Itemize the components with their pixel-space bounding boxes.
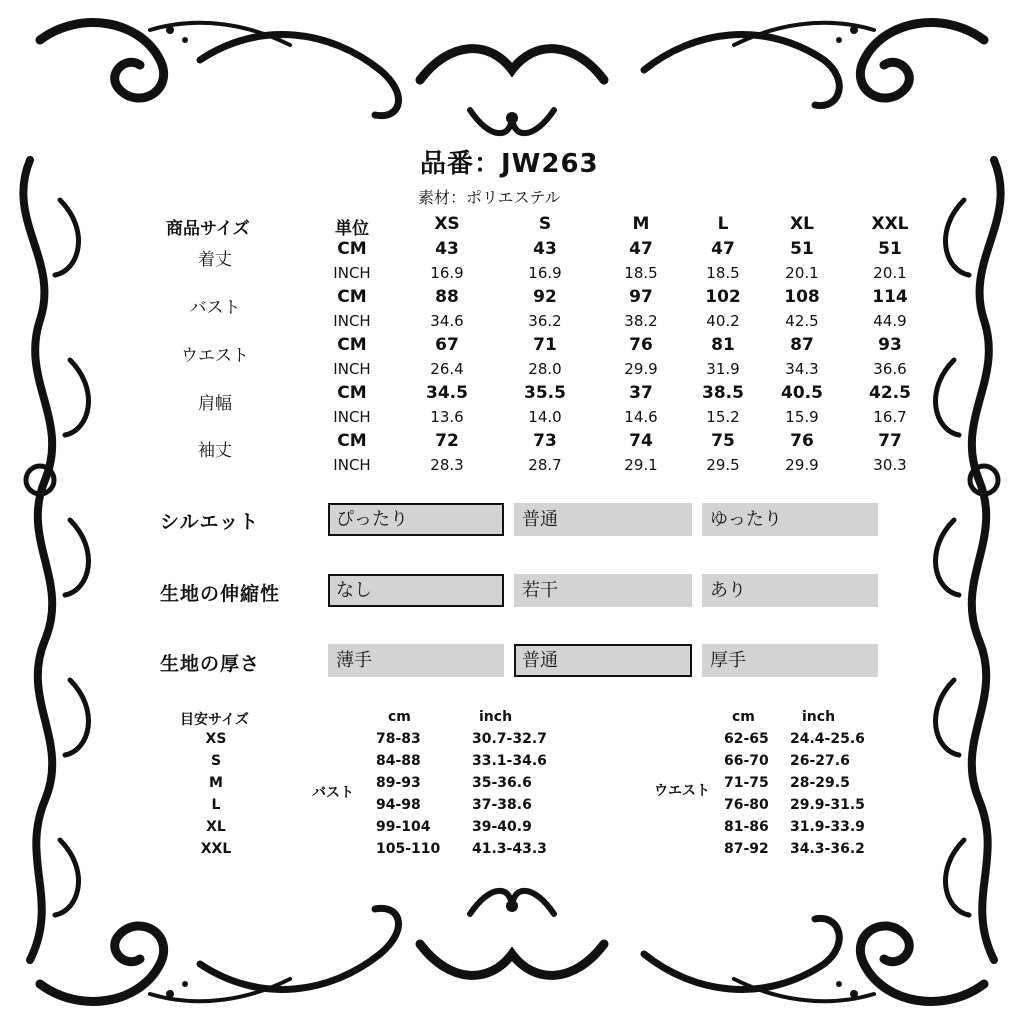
table-cell: 44.9 [873, 312, 907, 330]
table-cell: 51 [878, 239, 902, 259]
guide-waist-cm: 81-86 [724, 819, 769, 835]
thickness-option-thin: 薄手 [328, 644, 504, 677]
guide-size: XL [206, 819, 226, 835]
table-cell: INCH [333, 456, 371, 474]
table-cell: 36.2 [528, 312, 562, 330]
guide-bust-inch: 39-40.9 [472, 819, 532, 835]
table-cell: 75 [711, 431, 735, 451]
guide-bust-cm: 89-93 [376, 775, 421, 791]
table-cell: 31.9 [706, 360, 740, 378]
guide-waist-cm: 71-75 [724, 775, 769, 791]
table-cell: 47 [711, 239, 735, 259]
guide-waist-inch-header: inch [802, 709, 836, 725]
guide-bust-cm-header: cm [388, 709, 411, 725]
row-label-length: 着丈 [198, 250, 232, 270]
guide-bust-cm: 99-104 [376, 819, 431, 835]
table-cell: 73 [533, 431, 557, 451]
table-cell: CM [337, 431, 367, 451]
stretch-label: 生地の伸縮性 [160, 583, 281, 605]
guide-size: XXL [200, 841, 232, 857]
table-cell: 29.9 [785, 456, 819, 474]
table-cell: 29.9 [624, 360, 658, 378]
table-cell: 47 [629, 239, 653, 259]
guide-bust-label: バスト [312, 785, 354, 801]
guide-waist-cm: 62-65 [724, 731, 769, 747]
material-label: 素材：ポリエステル [418, 188, 561, 207]
table-cell: INCH [333, 312, 371, 330]
silhouette-option-tight: ぴったり [328, 503, 504, 536]
guide-waist-cm: 76-80 [724, 797, 769, 813]
table-cell: 29.1 [624, 456, 658, 474]
guide-bust-cm: 94-98 [376, 797, 421, 813]
table-cell: 18.5 [624, 264, 658, 282]
table-cell: 40.5 [781, 383, 823, 403]
table-cell: 71 [533, 335, 557, 355]
guide-bust-inch-header: inch [479, 709, 513, 725]
guide-bust-cm: 84-88 [376, 753, 421, 769]
table-cell: 108 [784, 287, 820, 307]
guide-waist-inch: 31.9-33.9 [790, 819, 865, 835]
table-cell: 30.3 [873, 456, 907, 474]
table-cell: 18.5 [706, 264, 740, 282]
size-table-header-l: L [717, 214, 729, 234]
row-label-waist: ウエスト [181, 346, 249, 366]
table-cell: 34.6 [430, 312, 464, 330]
table-cell: 36.6 [873, 360, 907, 378]
table-cell: INCH [333, 360, 371, 378]
table-cell: 37 [629, 383, 653, 403]
guide-size: XS [205, 731, 227, 747]
guide-bust-cm: 78-83 [376, 731, 421, 747]
table-cell: 87 [790, 335, 814, 355]
table-cell: 51 [790, 239, 814, 259]
table-cell: 35.5 [524, 383, 566, 403]
guide-bust-cm: 105-110 [376, 841, 441, 857]
guide-bust-inch: 30.7-32.7 [472, 731, 547, 747]
product-number-title: 品番：JW263 [420, 149, 599, 179]
table-cell: 102 [705, 287, 741, 307]
stretch-option-slight: 若干 [514, 574, 692, 607]
table-cell: 81 [711, 335, 735, 355]
guide-waist-label: ウエスト [654, 783, 710, 799]
table-cell: 16.7 [873, 408, 907, 426]
size-table-header-s: S [538, 214, 552, 234]
table-cell: 88 [435, 287, 459, 307]
silhouette-option-loose: ゆったり [702, 503, 878, 536]
guide-size: L [211, 797, 221, 813]
table-cell: 13.6 [430, 408, 464, 426]
thickness-label: 生地の厚さ [160, 653, 261, 675]
table-cell: 43 [533, 239, 557, 259]
table-cell: 26.4 [430, 360, 464, 378]
table-cell: 28.0 [528, 360, 562, 378]
table-cell: 34.3 [785, 360, 819, 378]
guide-bust-inch: 33.1-34.6 [472, 753, 547, 769]
table-cell: 38.5 [702, 383, 744, 403]
guide-waist-inch: 29.9-31.5 [790, 797, 865, 813]
table-cell: 92 [533, 287, 557, 307]
size-table-header-xl: XL [790, 214, 814, 234]
table-cell: 42.5 [785, 312, 819, 330]
guide-size: M [209, 775, 223, 791]
table-cell: CM [337, 287, 367, 307]
table-cell: 15.2 [706, 408, 740, 426]
table-cell: 77 [878, 431, 902, 451]
guide-bust-inch: 41.3-43.3 [472, 841, 547, 857]
guide-waist-cm: 87-92 [724, 841, 769, 857]
table-cell: 15.9 [785, 408, 819, 426]
guide-waist-inch: 24.4-25.6 [790, 731, 865, 747]
table-cell: 43 [435, 239, 459, 259]
stretch-option-yes: あり [702, 574, 878, 607]
table-cell: 16.9 [430, 264, 464, 282]
table-cell: 76 [790, 431, 814, 451]
table-cell: 16.9 [528, 264, 562, 282]
guide-waist-inch: 28-29.5 [790, 775, 850, 791]
table-cell: 93 [878, 335, 902, 355]
table-cell: 38.2 [624, 312, 658, 330]
table-cell: 14.0 [528, 408, 562, 426]
table-cell: INCH [333, 408, 371, 426]
table-cell: 34.5 [426, 383, 468, 403]
table-cell: 20.1 [873, 264, 907, 282]
table-cell: 74 [629, 431, 653, 451]
size-table-header-unit: 単位 [335, 219, 369, 239]
row-label-sleeve: 袖丈 [198, 441, 232, 461]
guide-bust-inch: 35-36.6 [472, 775, 532, 791]
guide-bust-inch: 37-38.6 [472, 797, 532, 813]
table-cell: 28.7 [528, 456, 562, 474]
thickness-option-thick: 厚手 [702, 644, 878, 677]
table-cell: 97 [629, 287, 653, 307]
table-cell: 114 [872, 287, 908, 307]
table-cell: 42.5 [869, 383, 911, 403]
table-cell: CM [337, 239, 367, 259]
table-cell: CM [337, 383, 367, 403]
stretch-option-none: なし [328, 574, 504, 607]
table-cell: 40.2 [706, 312, 740, 330]
guide-waist-inch: 34.3-36.2 [790, 841, 865, 857]
guide-size: S [210, 753, 222, 769]
table-cell: 28.3 [430, 456, 464, 474]
table-cell: 76 [629, 335, 653, 355]
size-table-header-m: M [632, 214, 650, 234]
table-cell: 20.1 [785, 264, 819, 282]
table-cell: 29.5 [706, 456, 740, 474]
size-table-header-xxl: XXL [871, 214, 909, 234]
size-table-header-xs: XS [434, 214, 460, 234]
guide-waist-cm: 66-70 [724, 753, 769, 769]
table-cell: 14.6 [624, 408, 658, 426]
size-guide-title: 目安サイズ [180, 712, 249, 728]
guide-waist-inch: 26-27.6 [790, 753, 850, 769]
row-label-bust: バスト [189, 298, 241, 318]
silhouette-label: シルエット [160, 511, 260, 533]
size-table-header-item: 商品サイズ [166, 219, 250, 239]
row-label-shoulder: 肩幅 [198, 394, 232, 414]
thickness-option-normal: 普通 [514, 644, 692, 677]
table-cell: INCH [333, 264, 371, 282]
silhouette-option-normal: 普通 [514, 503, 692, 536]
guide-waist-cm-header: cm [732, 709, 755, 725]
table-cell: 72 [435, 431, 459, 451]
table-cell: 67 [435, 335, 459, 355]
table-cell: CM [337, 335, 367, 355]
